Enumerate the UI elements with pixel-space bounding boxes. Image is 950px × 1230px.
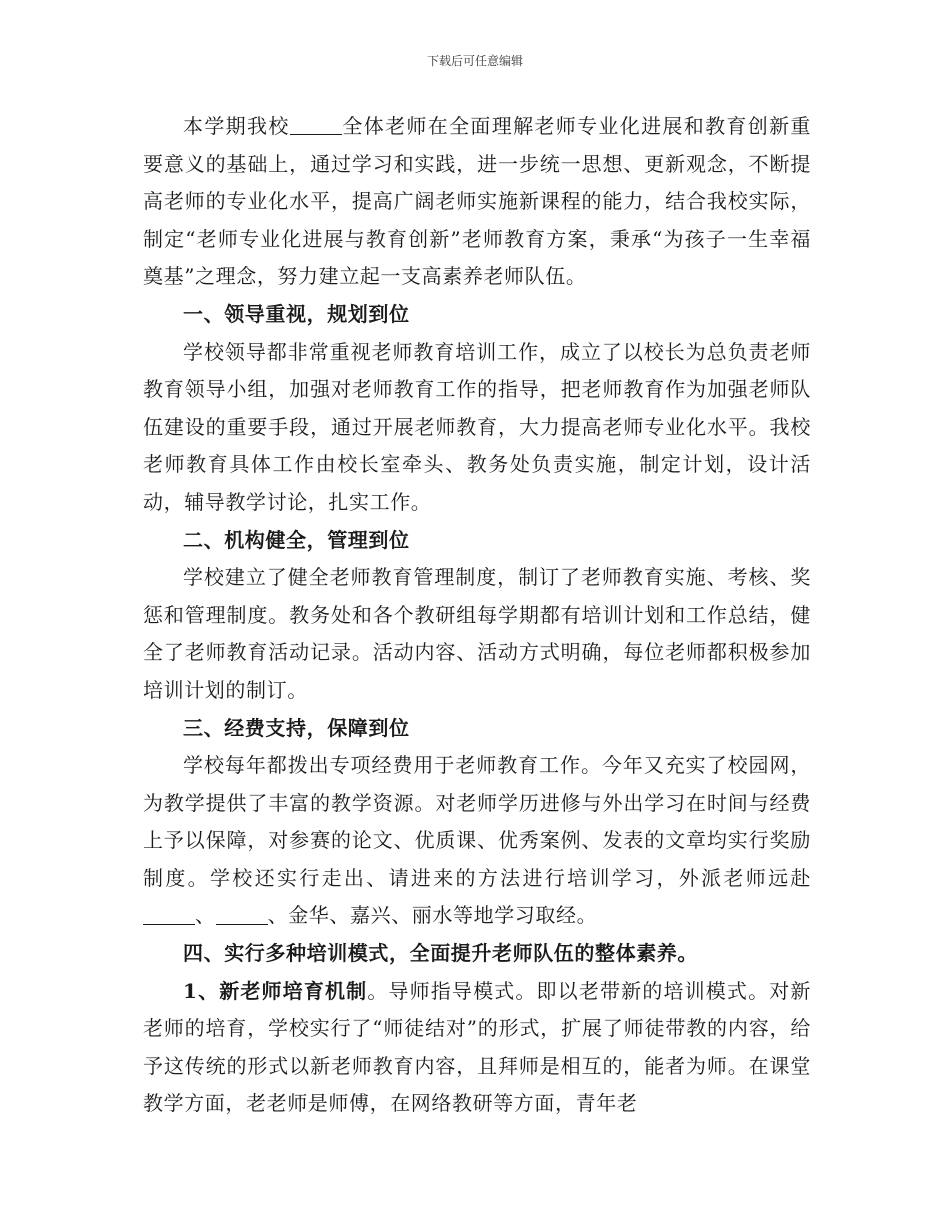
item-1-body: 。导师指导模式。即以老带新的培训模式。对新老师的培育，学校实行了“师徒结对”的形式，扩展了师徒带教的内容，给予这传统的形式以新老师教育内容，且拜师是相互的，能者为师。在课堂教学方面，老老师是师傅，在网络教研等方面，青年老 (143, 978, 811, 1116)
destination-blank-1 (143, 904, 195, 925)
section-3-separator: 、 (195, 903, 216, 928)
intro-text-start: 本学期我校 (183, 114, 290, 138)
section-1-paragraph: 学校领导都非常重视老师教育培训工作，成立了以校长为总负责老师教育领导小组，加强对老师教育工作的指导，把老师教育作为加强老师队伍建设的重要手段，通过开展老师教育，大力提高老师专业化水平。我校老师教育具体工作由校长室牵头、教务处负责实施，制定计划，设计活动，辅导教学讨论，扎实工作。 (143, 339, 811, 514)
section-4-item-1-paragraph (143, 973, 811, 1123)
document-body (143, 108, 811, 1123)
intro-text-rest: 全体老师在全面理解老师专业化进展和教育创新重要意义的基础上，通过学习和实践，进一步统一思想、更新观念，不断提高老师的专业化水平，提高广阔老师实施新课程的能力，结合我校实际，制定“老师专业化进展与教育创新”老师教育方案，秉承“为孩子一生幸福奠基”之理念，努力建立起一支高素养老师队伍。 (143, 114, 812, 289)
section-3-heading: 三、经费支持，保障到位 (183, 715, 410, 740)
page-header: 下载后可任意编辑 (426, 54, 523, 68)
section-2-paragraph: 学校建立了健全老师教育管理制度，制订了老师教育实施、考核、奖惩和管理制度。教务处和各个教研组每学期都有培训计划和工作总结，健全了老师教育活动记录。活动内容、活动方式明确，每位老师都积极参加培训计划的制订。 (143, 565, 811, 702)
section-3-paragraph (143, 747, 811, 935)
intro-paragraph (143, 108, 811, 296)
section-2-heading: 二、机构健全，管理到位 (183, 527, 410, 552)
section-4-heading: 四、实行多种培训模式，全面提升老师队伍的整体素养。 (183, 941, 698, 966)
destination-blank-2 (216, 904, 268, 925)
section-3-text-end: 、金华、嘉兴、丽水等地学习取经。 (267, 903, 598, 928)
section-1-heading: 一、领导重视，规划到位 (183, 301, 410, 326)
school-name-blank (290, 114, 342, 135)
item-1-lead: 1、新老师培育机制 (183, 978, 368, 1003)
section-3-text-start: 学校每年都拨出专项经费用于老师教育工作。今年又充实了校园网，为教学提供了丰富的教学资源。对老师学历进修与外出学习在时间与经费上予以保障，对参赛的论文、优质课、优秀案例、发表的文章均实行奖励制度。学校还实行走出、请进来的方法进行培训学习，外派老师远赴 (143, 753, 811, 890)
